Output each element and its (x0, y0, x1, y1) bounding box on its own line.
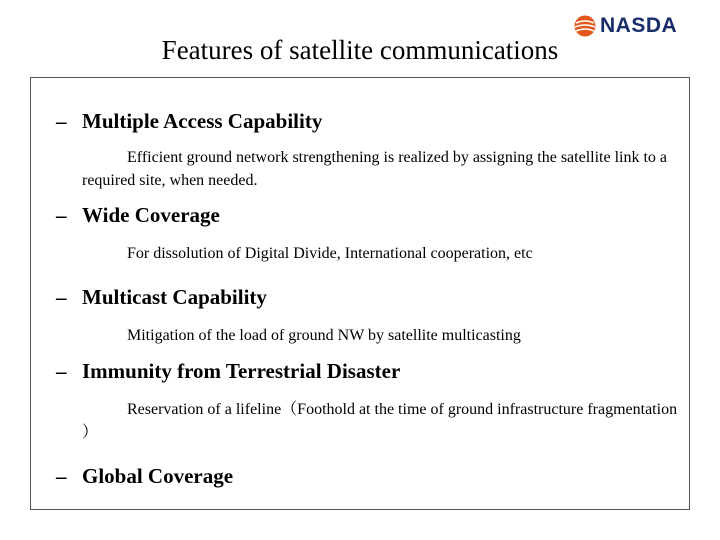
feature-heading (56, 357, 681, 385)
page-title: Features of satellite communications (161, 35, 559, 65)
feature-heading-text: Global Coverage (82, 464, 234, 488)
content-box (30, 77, 690, 510)
feature-heading-text: Immunity from Terrestrial Disaster (82, 359, 401, 383)
feature-heading (56, 201, 681, 229)
feature-wide-coverage (56, 201, 681, 265)
feature-multicast (56, 283, 681, 347)
feature-heading (56, 462, 681, 490)
bullet-dash: – (56, 359, 67, 383)
bullet-dash: – (56, 464, 67, 488)
feature-description: Reservation of a lifeline（Foothold at the time of ground infrastructure fragmentation ） (82, 401, 678, 441)
feature-heading-text: Wide Coverage (82, 203, 220, 227)
feature-description: Efficient ground network strengthening is realized by assigning the satellite link to a required site, when needed. (82, 149, 668, 189)
feature-heading-text: Multiple Access Capability (82, 109, 323, 133)
feature-description: For dissolution of Digital Divide, International cooperation, etc (127, 245, 533, 262)
feature-multiple-access (56, 107, 681, 192)
feature-disaster-immunity (56, 357, 681, 444)
bullet-dash: – (56, 203, 67, 227)
logo-text: NASDA (600, 14, 678, 37)
feature-description: Mitigation of the load of ground NW by satellite multicasting (127, 327, 521, 344)
feature-heading (56, 107, 681, 135)
feature-global-coverage (56, 462, 681, 490)
bullet-dash: – (56, 285, 67, 309)
feature-heading-text: Multicast Capability (82, 285, 267, 309)
feature-heading (56, 283, 681, 311)
bullet-dash: – (56, 109, 67, 133)
